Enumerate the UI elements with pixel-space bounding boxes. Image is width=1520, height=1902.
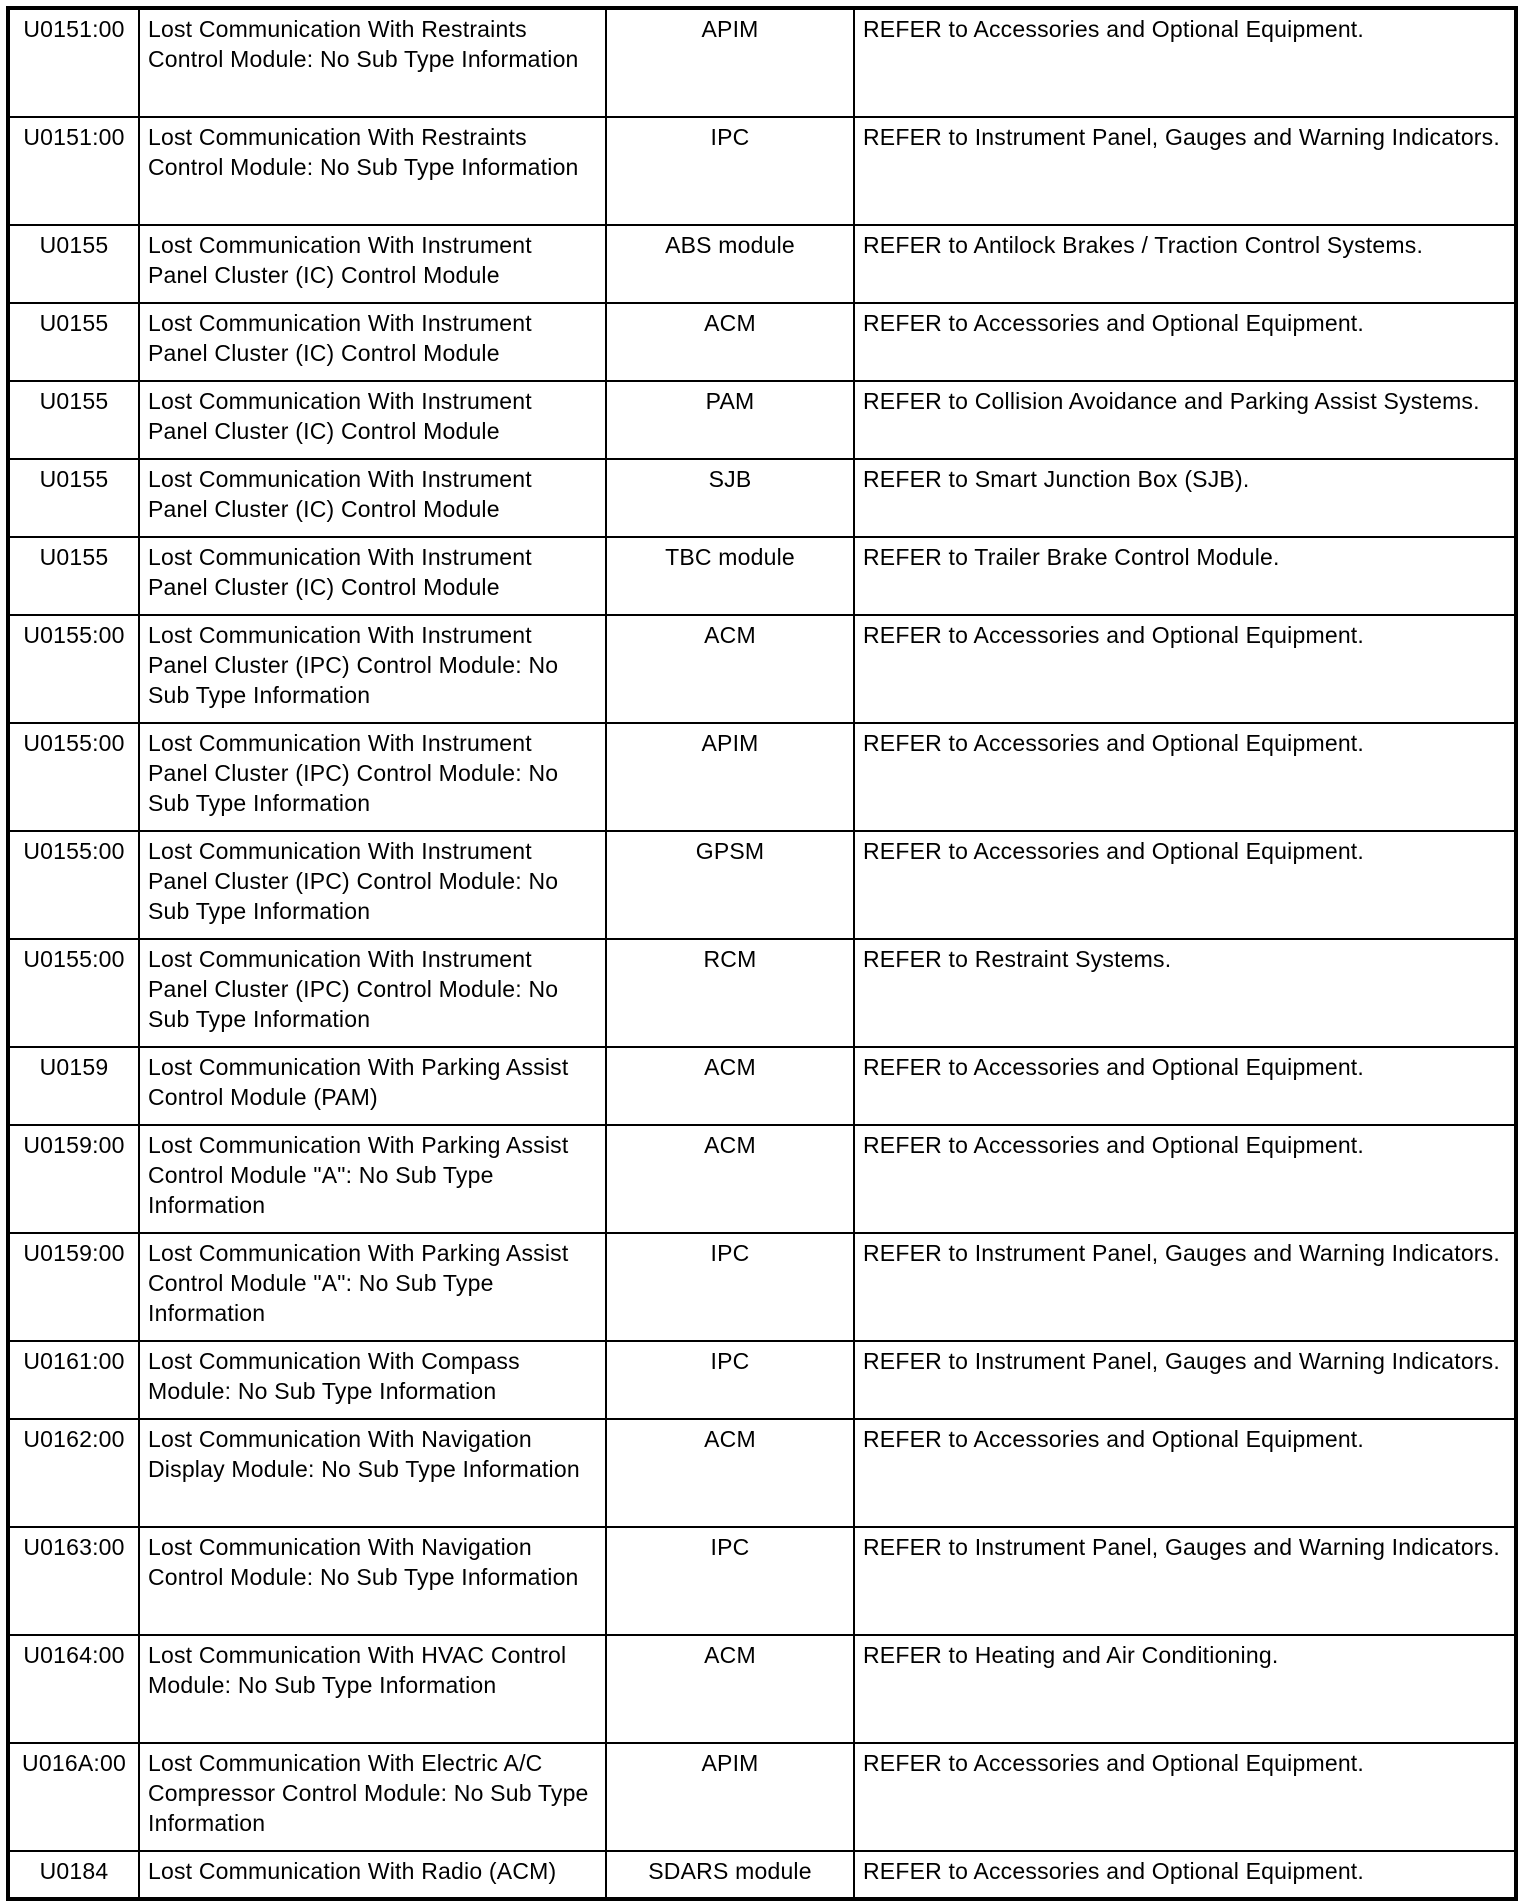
- description-cell: Lost Communication With Instrument Panel Cluster (IPC) Control Module: No Sub Type Information: [139, 615, 606, 723]
- module-cell: SDARS module: [606, 1851, 854, 1899]
- dtc-table-body: [8, 8, 1516, 1899]
- action-cell: REFER to Heating and Air Conditioning.: [854, 1635, 1516, 1743]
- description-cell: Lost Communication With Instrument Panel Cluster (IPC) Control Module: No Sub Type Information: [139, 831, 606, 939]
- dtc-code-cell: U0159:00: [8, 1233, 139, 1341]
- dtc-code-cell: U0155: [8, 303, 139, 381]
- table-row: [8, 1743, 1516, 1851]
- dtc-code-cell: U0155:00: [8, 615, 139, 723]
- action-cell: REFER to Accessories and Optional Equipment.: [854, 1851, 1516, 1899]
- table-row: [8, 459, 1516, 537]
- dtc-code-cell: U0155:00: [8, 831, 139, 939]
- action-cell: REFER to Accessories and Optional Equipment.: [854, 1419, 1516, 1527]
- dtc-code-cell: U0162:00: [8, 1419, 139, 1527]
- table-row: [8, 117, 1516, 225]
- description-cell: Lost Communication With HVAC Control Module: No Sub Type Information: [139, 1635, 606, 1743]
- description-cell: Lost Communication With Restraints Control Module: No Sub Type Information: [139, 117, 606, 225]
- dtc-code-cell: U0155: [8, 537, 139, 615]
- table-row: [8, 1233, 1516, 1341]
- table-row: [8, 1527, 1516, 1635]
- table-row: [8, 1047, 1516, 1125]
- module-cell: APIM: [606, 723, 854, 831]
- action-cell: REFER to Accessories and Optional Equipment.: [854, 723, 1516, 831]
- description-cell: Lost Communication With Instrument Panel Cluster (IC) Control Module: [139, 225, 606, 303]
- module-cell: APIM: [606, 1743, 854, 1851]
- dtc-code-cell: U0155:00: [8, 939, 139, 1047]
- action-cell: REFER to Accessories and Optional Equipment.: [854, 303, 1516, 381]
- dtc-code-cell: U0184: [8, 1851, 139, 1899]
- table-row: [8, 1635, 1516, 1743]
- action-cell: REFER to Collision Avoidance and Parking Assist Systems.: [854, 381, 1516, 459]
- action-cell: REFER to Accessories and Optional Equipment.: [854, 8, 1516, 117]
- module-cell: PAM: [606, 381, 854, 459]
- module-cell: ACM: [606, 1419, 854, 1527]
- module-cell: IPC: [606, 1233, 854, 1341]
- module-cell: IPC: [606, 1527, 854, 1635]
- table-row: [8, 537, 1516, 615]
- module-cell: ACM: [606, 615, 854, 723]
- dtc-code-cell: U0151:00: [8, 117, 139, 225]
- action-cell: REFER to Restraint Systems.: [854, 939, 1516, 1047]
- module-cell: TBC module: [606, 537, 854, 615]
- module-cell: RCM: [606, 939, 854, 1047]
- module-cell: IPC: [606, 117, 854, 225]
- module-cell: GPSM: [606, 831, 854, 939]
- module-cell: ACM: [606, 303, 854, 381]
- action-cell: REFER to Accessories and Optional Equipment.: [854, 1047, 1516, 1125]
- table-row: [8, 225, 1516, 303]
- table-row: [8, 615, 1516, 723]
- description-cell: Lost Communication With Instrument Panel Cluster (IC) Control Module: [139, 381, 606, 459]
- table-row: [8, 303, 1516, 381]
- dtc-code-cell: U0159:00: [8, 1125, 139, 1233]
- table-row: [8, 1341, 1516, 1419]
- dtc-code-cell: U0155: [8, 381, 139, 459]
- dtc-code-cell: U0164:00: [8, 1635, 139, 1743]
- description-cell: Lost Communication With Instrument Panel Cluster (IPC) Control Module: No Sub Type Information: [139, 939, 606, 1047]
- description-cell: Lost Communication With Restraints Control Module: No Sub Type Information: [139, 8, 606, 117]
- table-row: [8, 1851, 1516, 1899]
- dtc-code-cell: U016A:00: [8, 1743, 139, 1851]
- module-cell: ACM: [606, 1635, 854, 1743]
- action-cell: REFER to Accessories and Optional Equipment.: [854, 1125, 1516, 1233]
- description-cell: Lost Communication With Electric A/C Compressor Control Module: No Sub Type Information: [139, 1743, 606, 1851]
- module-cell: APIM: [606, 8, 854, 117]
- description-cell: Lost Communication With Instrument Panel Cluster (IC) Control Module: [139, 537, 606, 615]
- dtc-table: [6, 6, 1518, 1901]
- action-cell: REFER to Accessories and Optional Equipment.: [854, 615, 1516, 723]
- description-cell: Lost Communication With Compass Module: No Sub Type Information: [139, 1341, 606, 1419]
- action-cell: REFER to Accessories and Optional Equipment.: [854, 1743, 1516, 1851]
- dtc-code-cell: U0155: [8, 225, 139, 303]
- action-cell: REFER to Antilock Brakes / Traction Control Systems.: [854, 225, 1516, 303]
- dtc-code-cell: U0155: [8, 459, 139, 537]
- module-cell: ACM: [606, 1125, 854, 1233]
- description-cell: Lost Communication With Instrument Panel Cluster (IC) Control Module: [139, 303, 606, 381]
- description-cell: Lost Communication With Parking Assist Control Module "A": No Sub Type Information: [139, 1125, 606, 1233]
- description-cell: Lost Communication With Navigation Display Module: No Sub Type Information: [139, 1419, 606, 1527]
- description-cell: Lost Communication With Instrument Panel Cluster (IPC) Control Module: No Sub Type Information: [139, 723, 606, 831]
- description-cell: Lost Communication With Parking Assist Control Module (PAM): [139, 1047, 606, 1125]
- dtc-code-cell: U0163:00: [8, 1527, 139, 1635]
- module-cell: IPC: [606, 1341, 854, 1419]
- dtc-code-cell: U0151:00: [8, 8, 139, 117]
- module-cell: ACM: [606, 1047, 854, 1125]
- action-cell: REFER to Trailer Brake Control Module.: [854, 537, 1516, 615]
- dtc-code-cell: U0159: [8, 1047, 139, 1125]
- table-row: [8, 723, 1516, 831]
- table-row: [8, 1419, 1516, 1527]
- table-row: [8, 8, 1516, 117]
- dtc-code-cell: U0155:00: [8, 723, 139, 831]
- description-cell: Lost Communication With Parking Assist Control Module "A": No Sub Type Information: [139, 1233, 606, 1341]
- dtc-code-cell: U0161:00: [8, 1341, 139, 1419]
- action-cell: REFER to Instrument Panel, Gauges and Warning Indicators.: [854, 1341, 1516, 1419]
- action-cell: REFER to Instrument Panel, Gauges and Warning Indicators.: [854, 1527, 1516, 1635]
- action-cell: REFER to Smart Junction Box (SJB).: [854, 459, 1516, 537]
- action-cell: REFER to Instrument Panel, Gauges and Warning Indicators.: [854, 1233, 1516, 1341]
- table-row: [8, 381, 1516, 459]
- table-row: [8, 939, 1516, 1047]
- description-cell: Lost Communication With Navigation Control Module: No Sub Type Information: [139, 1527, 606, 1635]
- module-cell: SJB: [606, 459, 854, 537]
- action-cell: REFER to Instrument Panel, Gauges and Warning Indicators.: [854, 117, 1516, 225]
- table-row: [8, 831, 1516, 939]
- description-cell: Lost Communication With Instrument Panel Cluster (IC) Control Module: [139, 459, 606, 537]
- module-cell: ABS module: [606, 225, 854, 303]
- action-cell: REFER to Accessories and Optional Equipment.: [854, 831, 1516, 939]
- description-cell: Lost Communication With Radio (ACM): [139, 1851, 606, 1899]
- table-row: [8, 1125, 1516, 1233]
